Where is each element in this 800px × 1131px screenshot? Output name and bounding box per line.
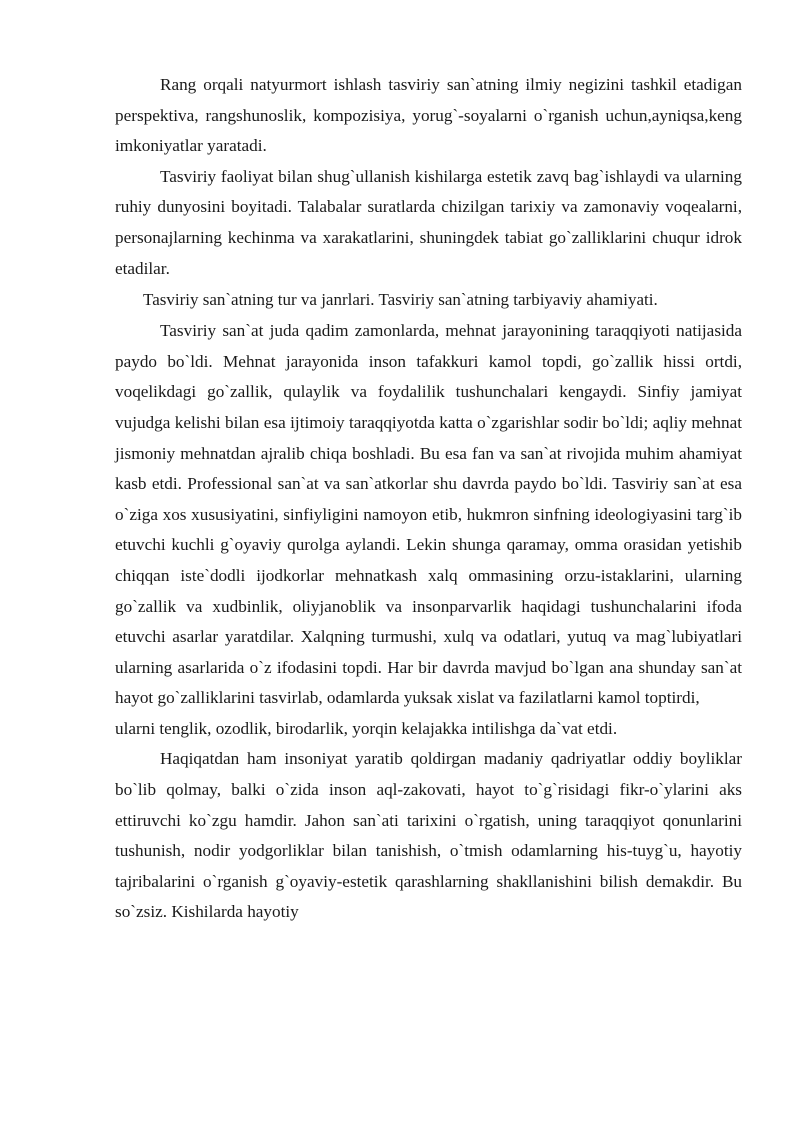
document-body bbox=[115, 70, 742, 928]
section-heading: Tasviriy san`atning tur va janrlari. Tasviriy san`atning tarbiyaviy ahamiyati. bbox=[143, 290, 658, 310]
paragraph-3: Tasviriy san`at juda qadim zamonlarda, mehnat jarayonining taraqqiyoti natijasida paydo bo`ldi. Mehnat jarayonida inson tafakkuri kamol topdi, go`zallik hissi ortdi, voqelikdagi go`zallik, qulaylik va foydalilik tushunchalari kengaydi. Sinfiy jamiyat vujudga kelishi bilan esa ijtimoiy taraqqiyotda katta o`zgarishlar sodir bo`ldi; aqliy mehnat jismoniy mehnatdan ajralib chiqa boshladi. Bu esa fan va san`at rivojida muhim ahamiyat kasb etdi. Professional san`at va san`atkorlar shu davrda paydo bo`ldi. Tasviriy san`at esa o`ziga xos xususiyatini, sinfiyligini namoyon etib, hukmron sinfning ideologiyasini targ`ib etuvchi kuchli g`oyaviy qurolga aylandi. Lekin shunga qaramay, omma orasidan yetishib chiqqan iste`dodli ijodkorlar mehnatkash xalq ommasining orzu-istaklarini, ularning go`zallik va xudbinlik, oliyjanoblik va insonparvarlik haqidagi tushunchalarini ifoda etuvchi asarlar yaratdilar. Xalqning turmushi, xulq va odatlari, yutuq va mag`lubiyatlari ularning asarlarida o`z ifodasini topdi. Har bir davrda mavjud bo`lgan ana shunday san`at hayot go`zalliklarini tasvirlab, odamlarda yuksak xislat va fazilatlarni kamol toptirdi, bbox=[115, 321, 742, 708]
paragraph-3-continuation: ularni tenglik, ozodlik, birodarlik, yorqin kelajakka intilishga da`vat etdi. bbox=[115, 718, 618, 738]
paragraph-1: Rang orqali natyurmort ishlash tasviriy san`atning ilmiy negizini tashkil etadigan perspektiva, rangshunoslik, kompozisiya, yorug`-soyalarni o`rganish uchun,ayniqsa,keng imkoniyatlar yaratadi. bbox=[115, 75, 742, 156]
paragraph-2: Tasviriy faoliyat bilan shug`ullanish kishilarga estetik zavq bag`ishlaydi va ularning ruhiy dunyosini boyitadi. Talabalar suratlarda chizilgan tarixiy va zamonaviy voqealarni, personajlarning kechinma va xarakatlarini, shuningdek tabiat go`zalliklarini chuqur idrok etadilar. bbox=[115, 166, 742, 278]
paragraph-4: Haqiqatdan ham insoniyat yaratib qoldirgan madaniy qadriyatlar oddiy boyliklar bo`lib qolmay, balki o`zida inson aql-zakovati, hayot to`g`risidagi fikr-o`ylarini aks ettiruvchi ko`zgu hamdir. Jahon san`ati tarixini o`rgatish, uning taraqqiyot qonunlarini tushunish, nodir yodgorliklar bilan tanishish, o`tmish odamlarning his-tuyg`u, hayotiy tajribalarini o`rganish g`oyaviy-estetik qarashlarning shakllanishini bilish demakdir. Bu so`zsiz. Kishilarda hayotiy bbox=[115, 749, 742, 922]
